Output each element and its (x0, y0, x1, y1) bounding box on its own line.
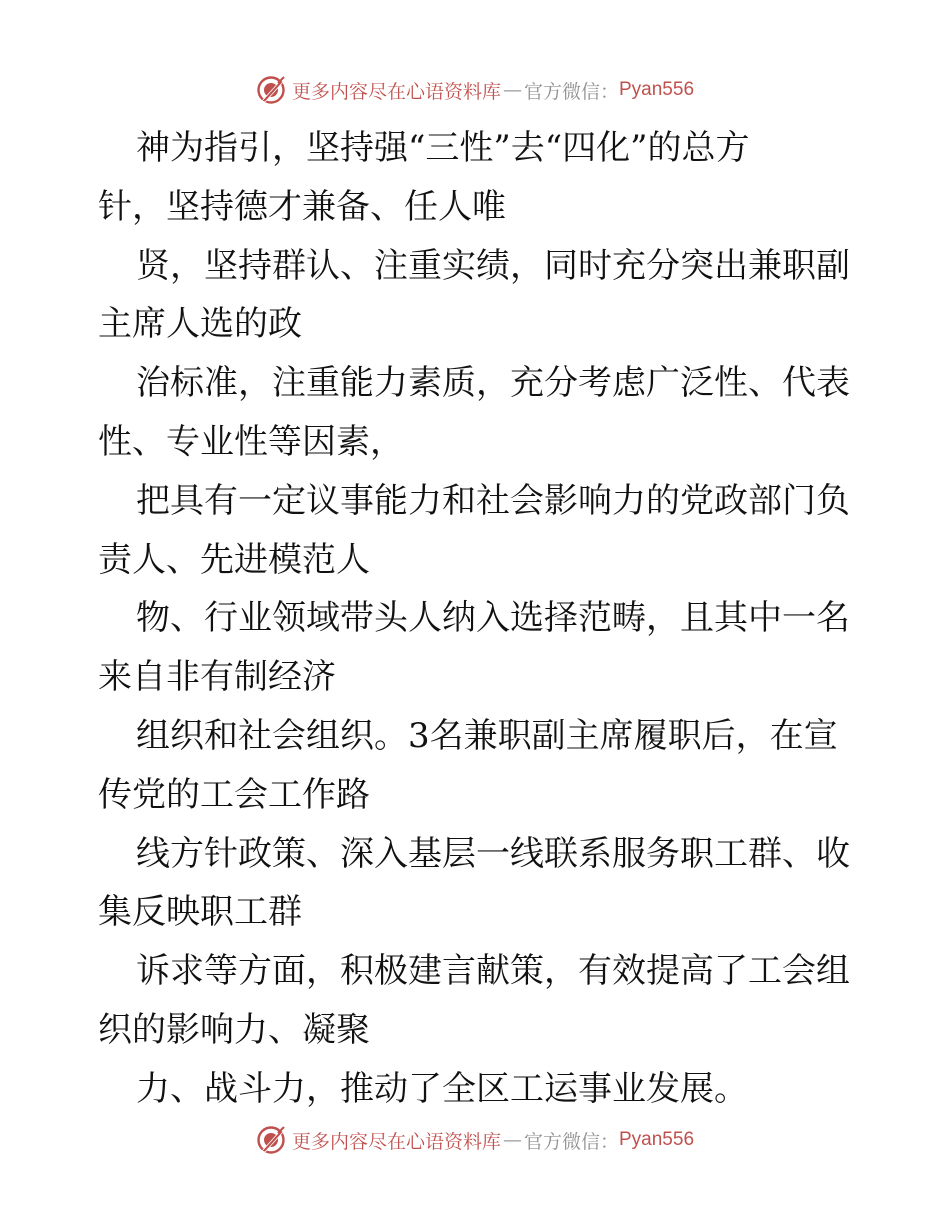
body-line: 性、专业性等因素， (98, 421, 404, 462)
wechat-label: 官方微信： (523, 80, 619, 103)
body-line: 针，坚持德才兼备、任人唯 (98, 186, 506, 227)
body-line: 物、行业领域带头人纳入选择范畴，且其中一名 (136, 598, 850, 639)
wechat-id: Pyan556 (619, 79, 695, 100)
body-line: 来自非有制经济 (98, 657, 336, 698)
brand-text: 更多内容尽在心语资料库 (291, 80, 501, 103)
body-line: 组织和社会组织。3名兼职副主席履职后，在宣 (136, 715, 838, 756)
brand-separator: — (502, 79, 522, 101)
brand-separator: — (502, 1129, 522, 1151)
body-line: 织的影响力、凝聚 (98, 1009, 370, 1050)
body-line: 贤，坚持群认、注重实绩，同时充分突出兼职副 (136, 245, 850, 286)
body-line: 神为指引，坚持强“三性”去“四化”的总方 (136, 128, 750, 168)
document-body (98, 119, 858, 1119)
quill-seal-logo-icon (256, 75, 286, 105)
body-line: 传党的工会工作路 (98, 774, 370, 815)
body-line: 治标准，注重能力素质，充分考虑广泛性、代表 (136, 363, 850, 404)
quill-seal-logo-icon (256, 1125, 286, 1155)
body-line: 力、战斗力，推动了全区工运事业发展。 (136, 1068, 748, 1109)
body-line: 集反映职工群 (98, 892, 302, 933)
body-line: 线方针政策、深入基层一线联系服务职工群、收 (136, 833, 850, 874)
body-line: 诉求等方面，积极建言献策，有效提高了工会组 (136, 951, 850, 992)
page-header-watermark (0, 70, 950, 110)
body-line: 把具有一定议事能力和社会影响力的党政部门负 (136, 480, 850, 521)
body-line: 责人、先进模范人 (98, 539, 370, 580)
page-footer-watermark (0, 1120, 950, 1160)
wechat-id: Pyan556 (619, 1129, 695, 1150)
body-line: 主席人选的政 (98, 304, 302, 345)
brand-text: 更多内容尽在心语资料库 (291, 1130, 501, 1153)
wechat-label: 官方微信： (523, 1130, 619, 1153)
